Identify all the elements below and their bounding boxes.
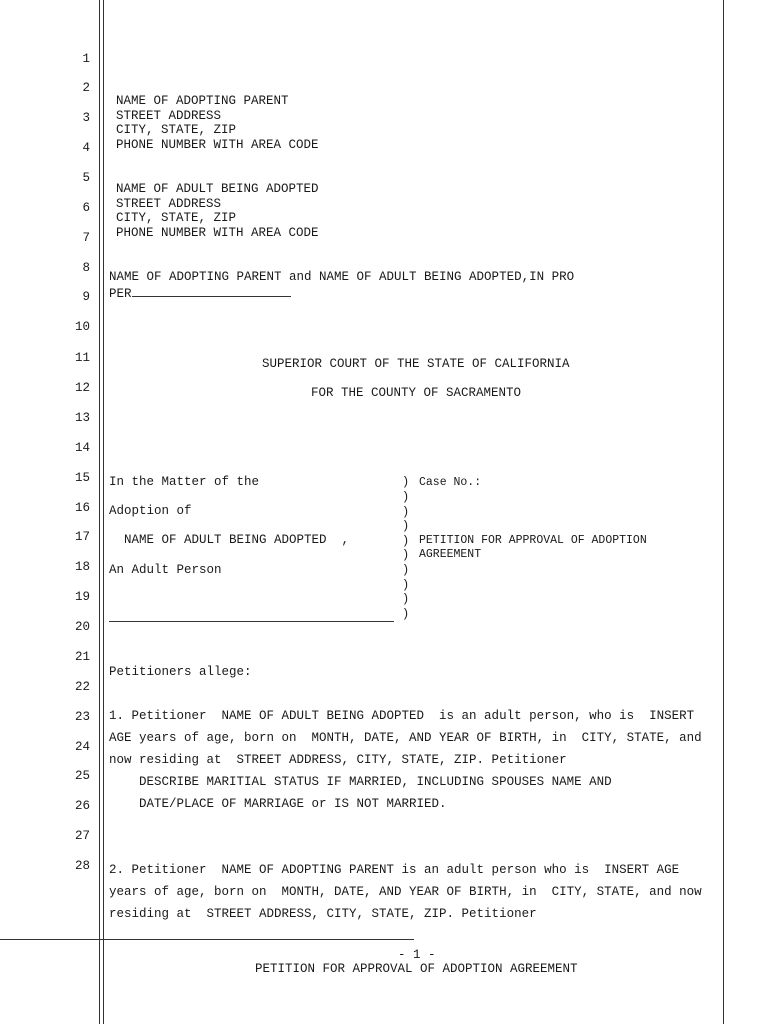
footer-rule <box>0 939 414 940</box>
left-margin-rule-outer <box>99 0 100 1024</box>
line-number: 23 <box>74 710 90 724</box>
line-number: 25 <box>74 769 90 783</box>
line-number: 17 <box>74 530 90 544</box>
left-margin-rule-inner <box>103 0 104 1024</box>
paren: ) <box>402 490 410 504</box>
paren: ) <box>402 505 410 519</box>
caption-adoption-of: Adoption of <box>109 504 192 518</box>
pro-per-line-2 <box>109 285 291 302</box>
line-number: 7 <box>82 231 90 245</box>
paragraph-1-line: DESCRIBE MARITIAL STATUS IF MARRIED, INCLUDING SPOUSES NAME AND <box>109 775 612 789</box>
paren: ) <box>402 475 410 489</box>
court-county: FOR THE COUNTY OF SACRAMENTO <box>311 386 522 400</box>
petition-title-line-1: PETITION FOR APPROVAL OF ADOPTION <box>419 534 647 547</box>
paren: ) <box>402 607 410 621</box>
line-number: 4 <box>82 141 90 155</box>
line-number: 9 <box>82 290 90 304</box>
petitioners-allege: Petitioners allege: <box>109 665 252 679</box>
case-number-label: Case No.: <box>419 476 482 489</box>
line-number: 19 <box>74 590 90 604</box>
line-number: 14 <box>74 441 90 455</box>
line-number: 11 <box>74 351 90 365</box>
line-number: 10 <box>74 320 90 334</box>
caption-underline <box>109 621 394 622</box>
line-number: 27 <box>74 829 90 843</box>
adopting-parent-city: CITY, STATE, ZIP <box>116 123 237 137</box>
caption-adoptee-name: NAME OF ADULT BEING ADOPTED , <box>124 533 350 547</box>
line-number: 24 <box>74 740 90 754</box>
paren: ) <box>402 548 410 562</box>
paren: ) <box>402 534 410 548</box>
line-number: 1 <box>82 52 90 66</box>
paren: ) <box>402 563 410 577</box>
paragraph-1-line: now residing at STREET ADDRESS, CITY, STATE, ZIP. Petitioner <box>109 753 567 767</box>
footer-title: PETITION FOR APPROVAL OF ADOPTION AGREEMENT <box>255 962 578 976</box>
line-number: 5 <box>82 171 90 185</box>
petition-title-line-2: AGREEMENT <box>419 548 482 561</box>
adoptee-name: NAME OF ADULT BEING ADOPTED <box>116 182 319 196</box>
line-number: 16 <box>74 501 90 515</box>
line-number: 12 <box>74 381 90 395</box>
adoptee-phone: PHONE NUMBER WITH AREA CODE <box>116 225 319 240</box>
paragraph-1-line: DATE/PLACE OF MARRIAGE or IS NOT MARRIED. <box>109 797 447 811</box>
line-number: 15 <box>74 471 90 485</box>
paragraph-1-line: 1. Petitioner NAME OF ADULT BEING ADOPTED is an adult person, who is INSERT <box>109 709 695 723</box>
pro-per-label: PER <box>109 287 132 301</box>
court-name: SUPERIOR COURT OF THE STATE OF CALIFORNIA <box>262 357 570 371</box>
paren: ) <box>402 592 410 606</box>
adoptee-city: CITY, STATE, ZIP <box>116 211 237 225</box>
paragraph-2-line: residing at STREET ADDRESS, CITY, STATE, ZIP. Petitioner <box>109 907 537 921</box>
page-number: - 1 - <box>398 948 436 962</box>
paren: ) <box>402 519 410 533</box>
line-number: 6 <box>82 201 90 215</box>
paren: ) <box>402 578 410 592</box>
adopting-parent-street: STREET ADDRESS <box>116 108 222 123</box>
line-number: 26 <box>74 799 90 813</box>
paragraph-2-line: 2. Petitioner NAME OF ADOPTING PARENT is an adult person who is INSERT AGE <box>109 863 680 877</box>
right-margin-rule <box>723 0 724 1024</box>
adopting-parent-name: NAME OF ADOPTING PARENT <box>116 94 289 108</box>
line-number: 8 <box>82 261 90 275</box>
line-number: 20 <box>74 620 90 634</box>
line-number: 22 <box>74 680 90 694</box>
adoptee-street: STREET ADDRESS <box>116 196 222 211</box>
line-number: 13 <box>74 411 90 425</box>
paragraph-1-line: AGE years of age, born on MONTH, DATE, AND YEAR OF BIRTH, in CITY, STATE, and <box>109 731 702 745</box>
line-number: 3 <box>82 111 90 125</box>
line-number: 2 <box>82 81 90 95</box>
line-number: 21 <box>74 650 90 664</box>
line-number: 18 <box>74 560 90 574</box>
line-number: 28 <box>74 859 90 873</box>
paragraph-2-line: years of age, born on MONTH, DATE, AND YEAR OF BIRTH, in CITY, STATE, and now <box>109 885 702 899</box>
pro-per-line-1: NAME OF ADOPTING PARENT and NAME OF ADULT BEING ADOPTED,IN PRO <box>109 270 575 284</box>
caption-matter: In the Matter of the <box>109 475 260 489</box>
pro-per-blank <box>132 285 291 297</box>
caption-adult-person: An Adult Person <box>109 563 222 577</box>
adopting-parent-phone: PHONE NUMBER WITH AREA CODE <box>116 138 319 152</box>
